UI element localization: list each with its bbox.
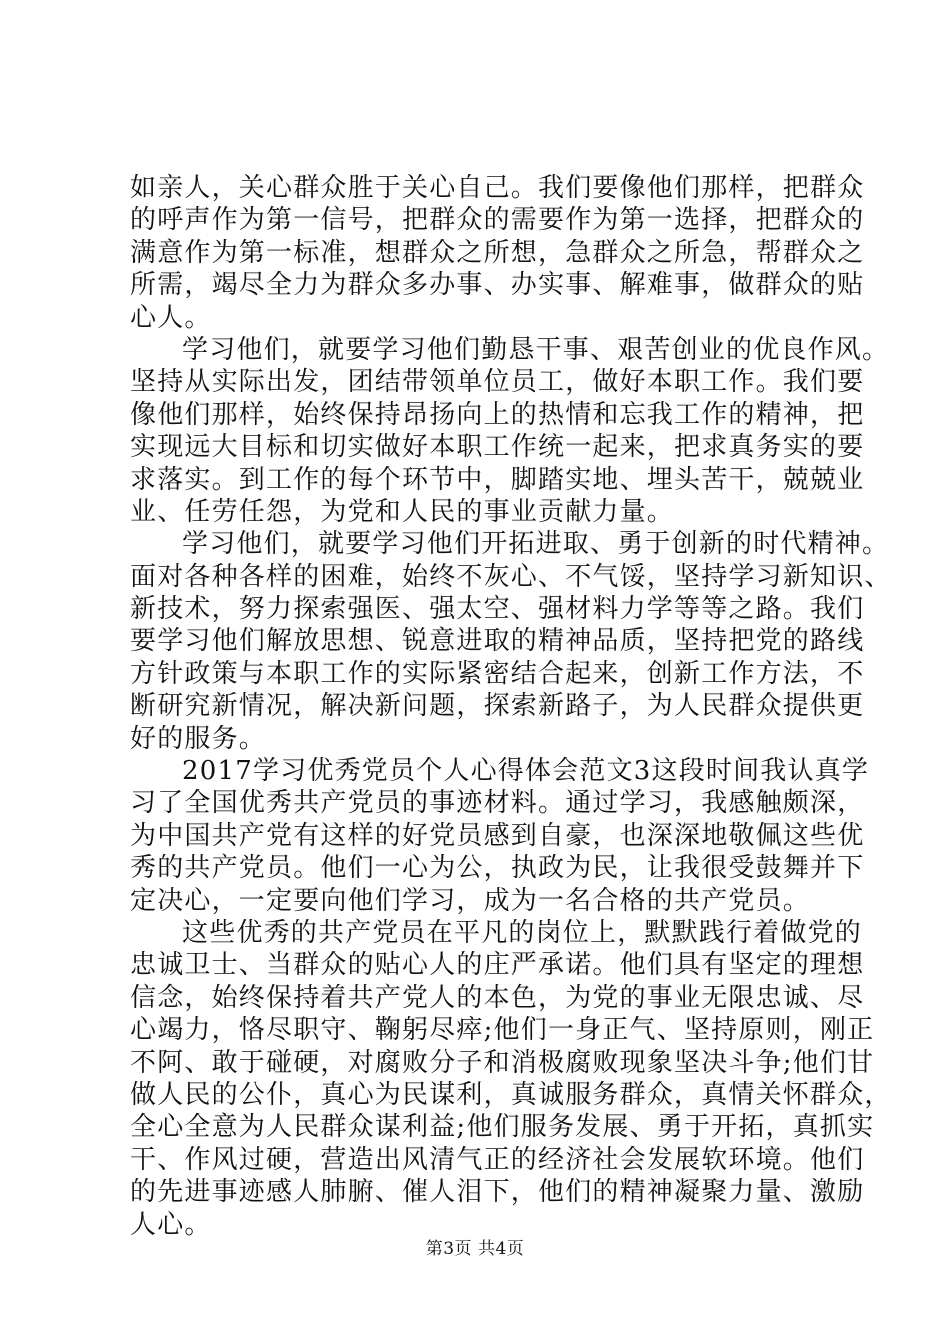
paragraph-1-line-4: 所需，竭尽全力为群众多办事、办实事、解难事，做群众的贴: [130, 270, 865, 301]
paragraph-4-line-3: 为中国共产党有这样的好党员感到自豪，也深深地敬佩这些优: [130, 820, 865, 851]
paragraph-2-line-5: 求落实。到工作的每个环节中，脚踏实地、埋头苦干，兢兢业: [130, 464, 865, 495]
paragraph-3-line-3: 新技术，努力探索强医、强太空、强材料力学等等之路。我们: [130, 594, 865, 625]
paragraph-5-line-9: 的先进事迹感人肺腑、催人泪下，他们的精神凝聚力量、激励: [130, 1177, 865, 1208]
paragraph-5-line-4: 心竭力，恪尽职守、鞠躬尽瘁;他们一身正气、坚持原则，刚正: [130, 1015, 875, 1046]
paragraph-2-line-1: 学习他们，就要学习他们勤恳干事、艰苦创业的优良作风。: [182, 334, 890, 365]
paragraph-1-line-1: 如亲人，关心群众胜于关心自己。我们要像他们那样，把群众: [130, 173, 865, 203]
paragraph-5-line-1: 这些优秀的共产党员在平凡的岗位上，默默践行着做党的: [182, 917, 863, 948]
paragraph-3-line-6: 断研究新情况，解决新问题，探索新路子，为人民群众提供更: [130, 691, 865, 722]
paragraph-5-line-3: 信念，始终保持着共产党人的本色，为党的事业无限忠诚、尽: [130, 982, 865, 1013]
paragraph-2-line-6: 业、任劳任怨，为党和人民的事业贡献力量。: [130, 496, 675, 527]
paragraph-2-line-2: 坚持从实际出发，团结带领单位员工，做好本职工作。我们要: [130, 367, 865, 398]
paragraph-3-line-1: 学习他们，就要学习他们开拓进取、勇于创新的时代精神。: [182, 529, 890, 560]
paragraph-3-line-2: 面对各种各样的困难，始终不灰心、不气馁，坚持学习新知识、: [130, 561, 892, 592]
paragraph-1-line-3: 满意作为第一标准，想群众之所想，急群众之所急，帮群众之: [130, 237, 865, 268]
paragraph-5-line-2: 忠诚卫士、当群众的贴心人的庄严承诺。他们具有坚定的理想: [130, 950, 865, 981]
paragraph-1-line-5: 心人。: [130, 302, 212, 333]
paragraph-5-line-5: 不阿、敢于碰硬，对腐败分子和消极腐败现象坚决斗争;他们甘: [130, 1047, 875, 1078]
paragraph-4-line-5: 定决心，一定要向他们学习，成为一名合格的共产党员。: [130, 885, 811, 916]
paragraph-5-line-6: 做人民的公仆，真心为民谋利，真诚服务群众，真情关怀群众，: [130, 1079, 892, 1110]
paragraph-4-line-2: 习了全国优秀共产党员的事迹材料。通过学习，我感触颇深，: [130, 788, 865, 819]
paragraph-2-line-4: 实现远大目标和切实做好本职工作统一起来，把求真务实的要: [130, 432, 865, 463]
paragraph-5-line-10: 人心。: [130, 1209, 212, 1240]
paragraph-5-line-8: 干、作风过硬，营造出风清气正的经济社会发展软环境。他们: [130, 1144, 865, 1175]
paragraph-4-line-1: 2017学习优秀党员个人心得体会范文3这段时间我认真学: [182, 756, 870, 787]
paragraph-3-line-4: 要学习他们解放思想、锐意进取的精神品质，坚持把党的路线: [130, 626, 865, 657]
paragraph-4-line-4: 秀的共产党员。他们一心为公，执政为民，让我很受鼓舞并下: [130, 853, 865, 884]
paragraph-2-line-3: 像他们那样，始终保持昂扬向上的热情和忘我工作的精神，把: [130, 399, 865, 430]
paragraph-3-line-7: 好的服务。: [130, 723, 267, 754]
page-footer: [0, 1234, 950, 1259]
paragraph-1-line-2: 的呼声作为第一信号，把群众的需要作为第一选择，把群众的: [130, 205, 865, 236]
paragraph-3-line-5: 方针政策与本职工作的实际紧密结合起来，创新工作方法，不: [130, 658, 865, 689]
paragraph-5-line-7: 全心全意为人民群众谋利益;他们服务发展、勇于开拓，真抓实: [130, 1112, 875, 1143]
body-text: [130, 172, 892, 1241]
page-number-label: 第3页 共4页: [425, 1239, 525, 1259]
